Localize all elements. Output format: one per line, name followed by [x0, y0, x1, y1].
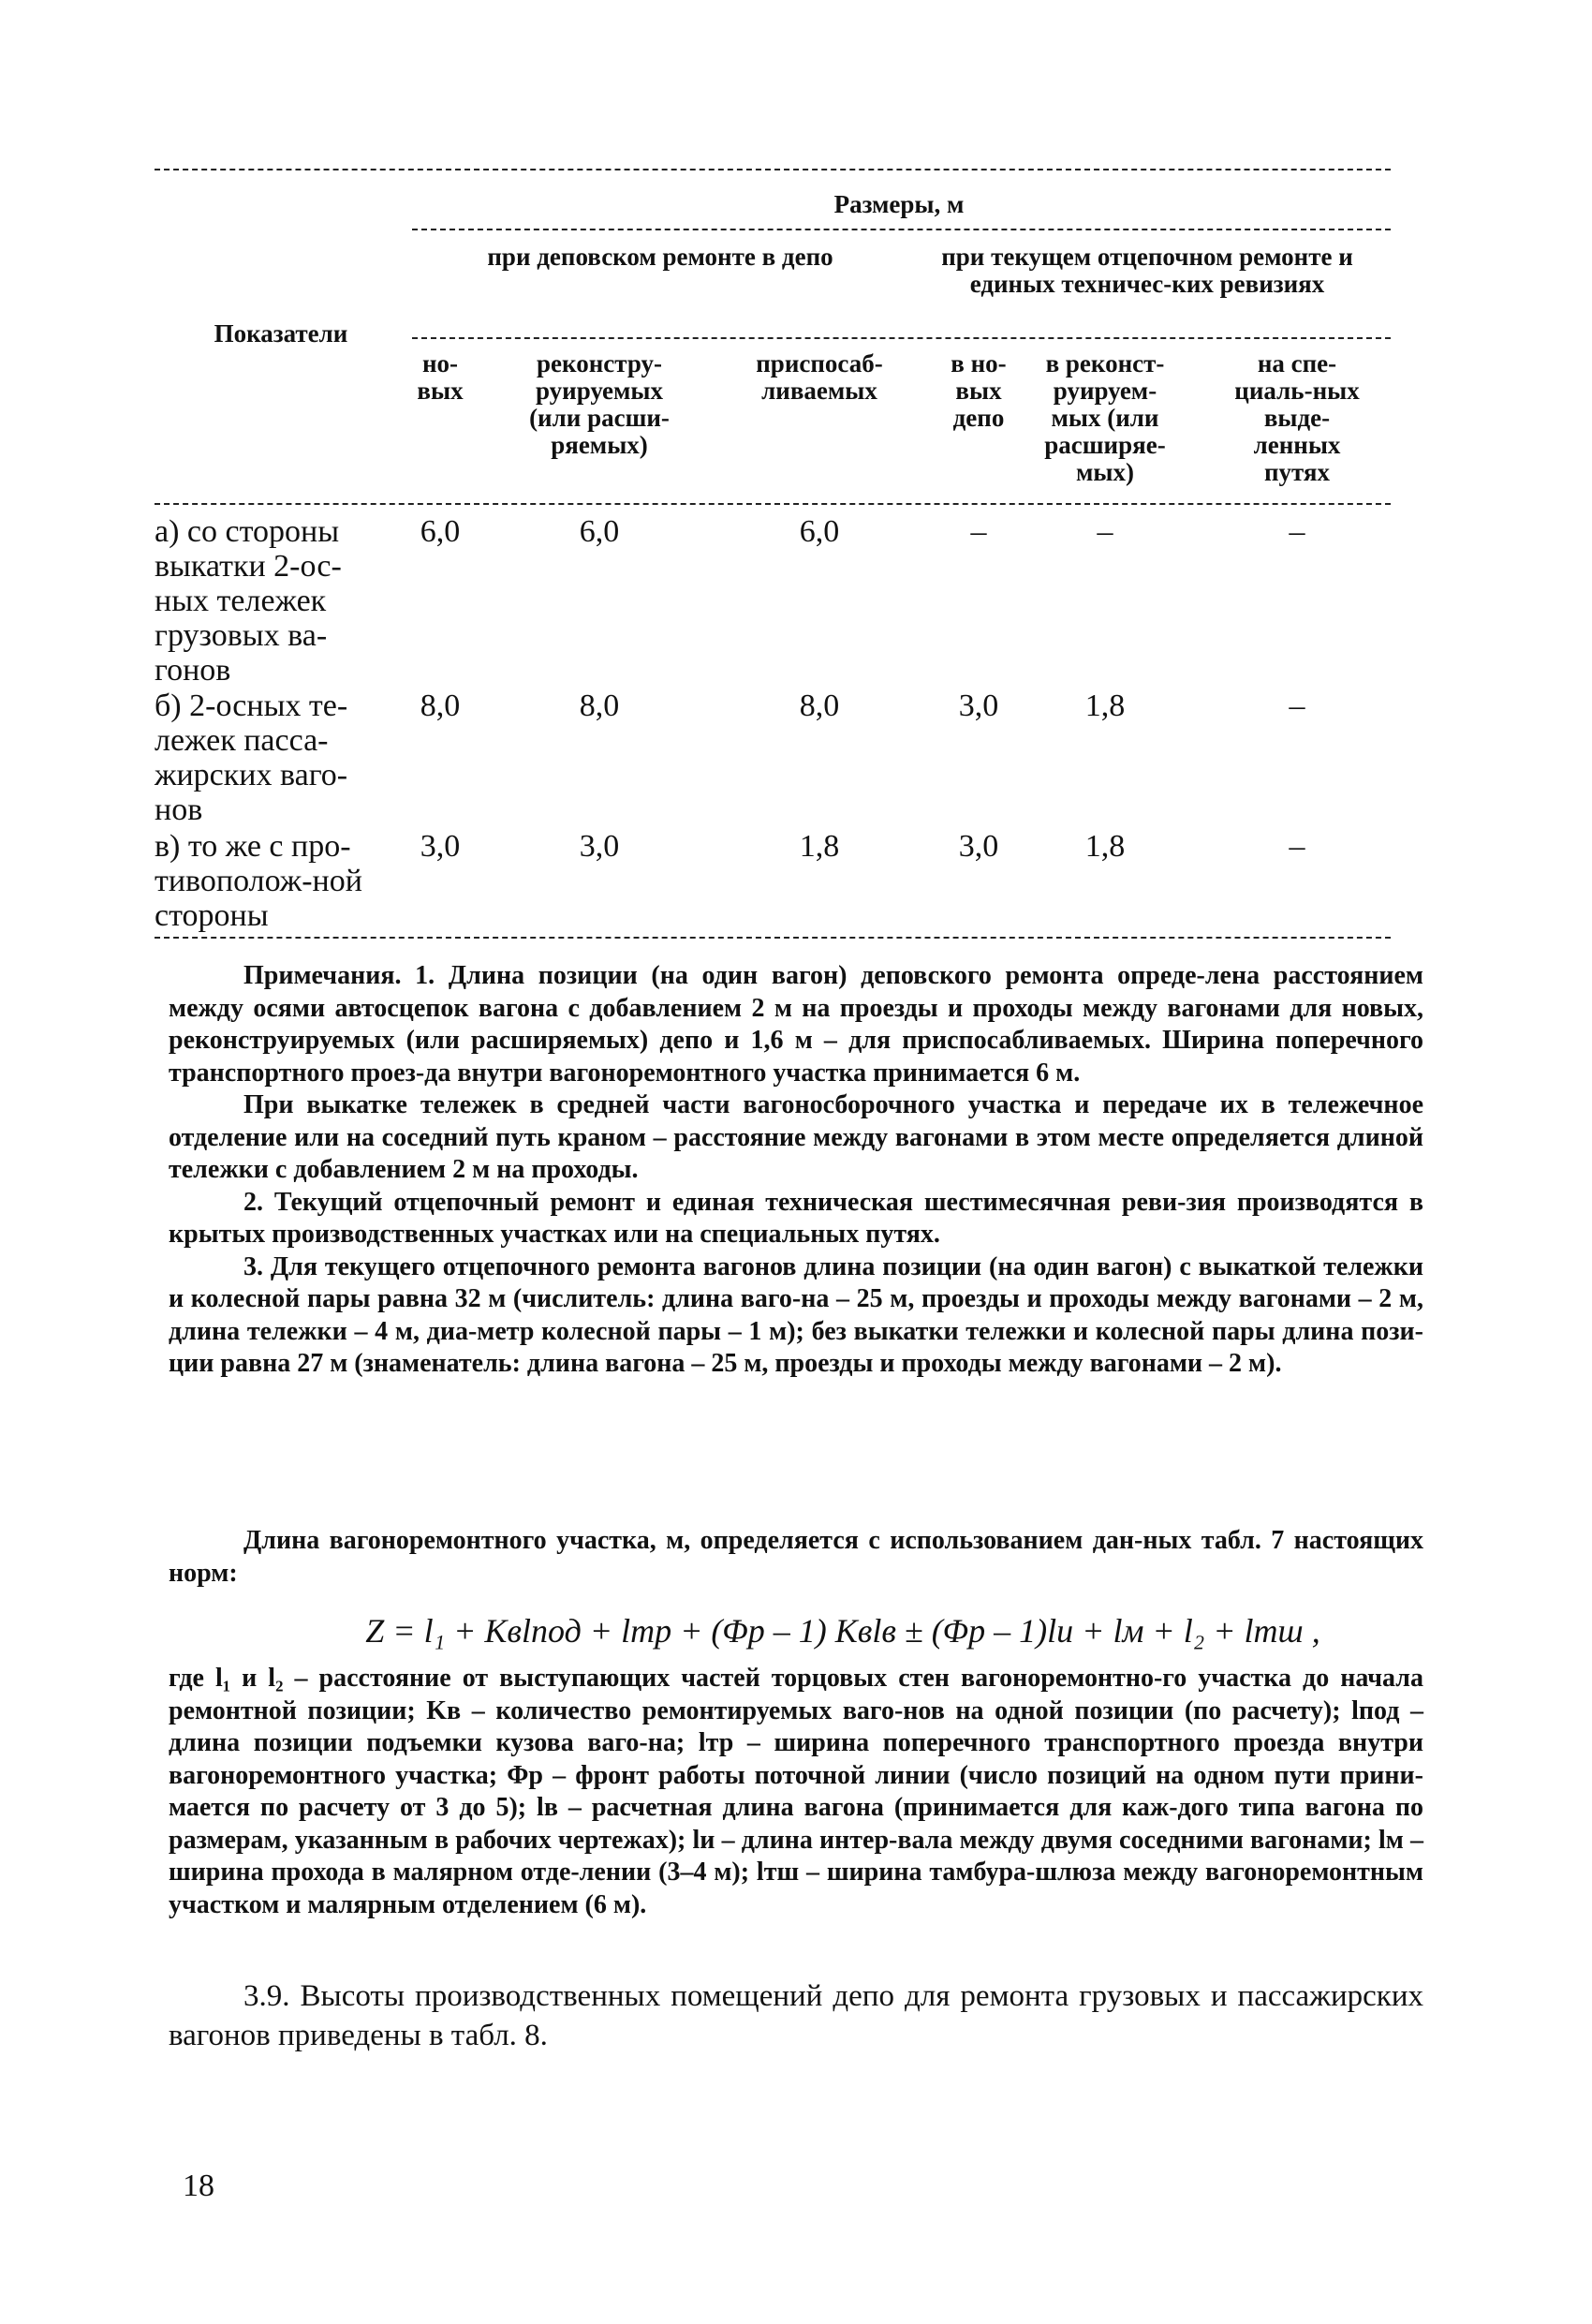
row-label: в) то же с про-тивополож-ной стороны: [155, 829, 362, 933]
table-cell: –: [1289, 688, 1305, 723]
page-number: 18: [183, 2169, 214, 2203]
table-bottom-rule: [155, 937, 1391, 939]
table-cell: 8,0: [799, 688, 840, 723]
table-header: [155, 170, 1391, 503]
header-group-depot: при деповском ремонте в депо: [487, 243, 833, 271]
table-cell: –: [970, 514, 987, 549]
row-label: б) 2-осных те-лежек пасса-жирских ваго-нов: [155, 688, 348, 827]
table-row: [155, 829, 1391, 937]
header-col-4: в но-вых депо: [951, 349, 1007, 432]
header-group-current: при текущем отцепочном ремонте и единых техничес-ких ревизиях: [941, 243, 1353, 298]
table-cell: –: [1289, 829, 1305, 864]
table-notes: [169, 960, 1423, 1381]
intro-paragraph: [169, 1525, 1423, 1590]
table-cell: 6,0: [420, 514, 461, 549]
header-col-2: реконстру-руируемых (или расши-ряемых): [529, 349, 670, 459]
table-cell: 8,0: [420, 688, 461, 723]
table-row: [155, 514, 1391, 688]
row-label: а) со стороны выкатки 2-ос-ных тележек грузовых ва-гонов: [155, 514, 342, 688]
table-cell: –: [1097, 514, 1113, 549]
table-cell: 6,0: [799, 514, 840, 549]
table-cell: 8,0: [579, 688, 620, 723]
dimensions-table: [155, 169, 1391, 939]
header-col-5: в реконст-руируем-мых (или расширяе-мых): [1044, 349, 1166, 486]
table-cell: –: [1289, 514, 1305, 549]
table-cell: 1,8: [799, 829, 840, 864]
table-cell: 1,8: [1084, 688, 1126, 723]
formula: Z = l₁ + Kвlпод + lтр + (Φр – 1) Kвlв ± (Φр – 1)lи + lм + l₂ + lтш ,: [365, 1612, 1320, 1650]
header-col-3: приспосаб-ливаемых: [756, 349, 883, 405]
header-dimensions: Размеры, м: [833, 190, 965, 218]
section-3-9: [169, 1976, 1423, 2055]
table-cell: 6,0: [579, 514, 620, 549]
note-1-continued: При выкатке тележек в средней части вагоносборочного участка и передаче их в тележечное отделение или на соседний путь краном – расстояние между вагонами в этом месте определяется длиной тележки с добавлением 2 м на проходы.: [169, 1090, 1423, 1184]
table-header-rule: [155, 503, 1391, 505]
header-col-6: на спе-циаль-ных выде-ленных путях: [1234, 349, 1360, 486]
table-cell: 1,8: [1084, 829, 1126, 864]
section-text: 3.9. Высоты производственных помещений депо для ремонта грузовых и пассажирских вагонов приведены в табл. 8.: [169, 1979, 1423, 2052]
note-1: Примечания. 1. Длина позиции (на один вагон) деповского ремонта опреде-лена расстоянием между осями автосцепок вагона с добавлением 2 м на проезды и проходы между вагонами для новых, реконструируемых (или расширяемых) депо и 1,6 м – для приспосабливаемых. Ширина поперечного транспортного проез-да внутри вагоноремонтного участка принимается 6 м.: [169, 961, 1423, 1088]
table-row: [155, 688, 1391, 829]
intro-text: Длина вагоноремонтного участка, м, определяется с использованием дан-ных табл. 7 настоящих норм:: [169, 1526, 1423, 1588]
table-cell: 3,0: [958, 829, 999, 864]
table-cell: 3,0: [579, 829, 620, 864]
note-3: 3. Для текущего отцепочного ремонта вагонов длина позиции (на один вагон) с выкаткой тележки и колесной пары равна 32 м (числитель: длина ваго-на – 25 м, проезды и проходы между вагонами – 2 м, длина тележки – 4 м, диа-метр колесной пары – 1 м); без выкатки тележки и колесной пары длина пози-ции равна 27 м (знаменатель: длина вагона – 25 м, проезды и проходы между вагонами – 2 м).: [169, 1251, 1423, 1378]
header-col-1: но-вых: [417, 349, 464, 405]
header-indicator: Показатели: [214, 319, 348, 348]
where-text: где l₁ и l₂ – расстояние от выступающих частей торцовых стен вагоноремонтно-го участка до начала ремонтной позиции; Kв – количество ремонтируемых ваго-нов на одной позиции (по расчету); lпод – длина позиции подъемки кузова ваго-на; lтр – ширина поперечного транспортного проезда внутри вагоноремонтного участка; Φр – фронт работы поточной линии (число позиций на одном пути прини-мается по расчету от 3 до 5); lв – расчетная длина вагона (принимается для каж-дого типа вагона по размерам, указанным в рабочих чертежах); lи – длина интер-вала между двумя соседними вагонами; lм – ширина прохода в малярном отде-лении (3–4 м); lтш – ширина тамбура-шлюза между вагоноремонтным участком и малярным отделением (6 м).: [169, 1664, 1423, 1919]
table-cell: 3,0: [420, 829, 461, 864]
note-2: 2. Текущий отцепочный ремонт и единая техническая шестимесячная реви-зия производятся в крытых производственных участках или на специальных путях.: [169, 1187, 1423, 1249]
formula-legend: [169, 1663, 1423, 1921]
table-cell: 3,0: [958, 688, 999, 723]
